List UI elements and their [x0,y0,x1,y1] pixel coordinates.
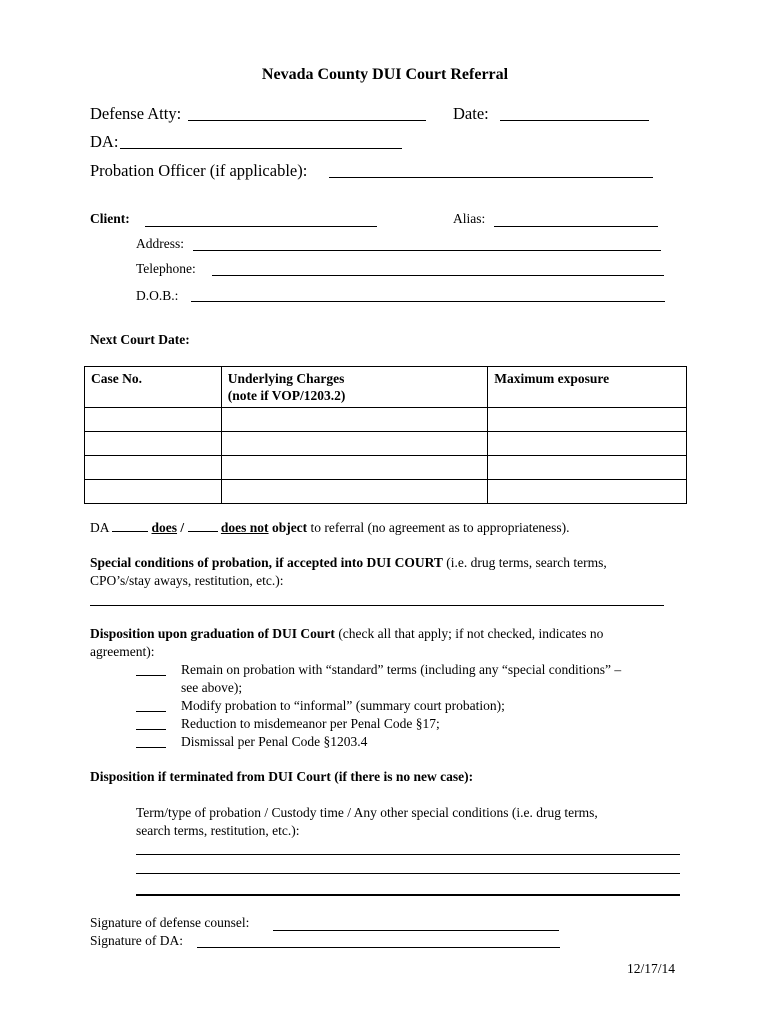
special-conditions-heading: Special conditions of probation, if accepted into DUI COURT (i.e. drug terms, search terms, [90,555,607,570]
col-maximum-exposure: Maximum exposure [488,367,687,408]
table-cell[interactable] [85,480,222,504]
form-title: Nevada County DUI Court Referral [261,66,509,83]
defense-atty-field[interactable] [188,120,426,121]
date-label: Date: [453,104,489,123]
table-cell[interactable] [221,432,488,456]
graduation-heading-line2: agreement): [90,644,155,659]
dob-field[interactable] [191,301,665,302]
charges-table [84,366,687,504]
address-field[interactable] [193,250,661,251]
da-label: DA: [90,132,119,151]
table-cell[interactable] [221,456,488,480]
does-not-text: does not [220,520,269,535]
option-reduction: Reduction to misdemeanor per Penal Code §17; [181,716,440,731]
footer-date: 12/17/14 [627,961,676,976]
table-row [85,408,687,432]
telephone-field[interactable] [212,275,664,276]
option-checkbox-3[interactable] [136,729,166,730]
table-cell[interactable] [85,456,222,480]
date-field[interactable] [500,120,649,121]
table-row [85,432,687,456]
terminated-line2: search terms, restitution, etc.): [136,823,300,838]
terminated-line1: Term/type of probation / Custody time / Any other special conditions (i.e. drug terms, [136,805,598,820]
option-dismissal: Dismissal per Penal Code §1203.4 [181,734,368,749]
alias-field[interactable] [494,226,658,227]
table-cell[interactable] [85,432,222,456]
table-header-row [85,367,687,408]
option-modify-probation: Modify probation to “informal” (summary court probation); [181,698,505,713]
terminated-field-3[interactable] [136,894,680,896]
terminated-heading: Disposition if terminated from DUI Court (if there is no new case): [90,769,474,784]
signature-defense-label: Signature of defense counsel: [90,915,250,930]
table-cell[interactable] [488,408,687,432]
table-cell[interactable] [221,408,488,432]
next-court-date-label: Next Court Date: [90,332,190,347]
col-underlying-charges: Underlying Charges (note if VOP/1203.2) [221,367,488,408]
option-remain-on-probation-cont: see above); [181,680,243,695]
option-checkbox-4[interactable] [136,747,166,748]
table-cell[interactable] [488,432,687,456]
signature-da-label: Signature of DA: [90,933,183,948]
alias-label: Alias: [453,211,486,226]
does-text: does [151,520,178,535]
dob-label: D.O.B.: [136,288,179,303]
telephone-label: Telephone: [136,261,196,276]
address-label: Address: [136,236,184,251]
probation-officer-label: Probation Officer (if applicable): [90,161,308,180]
probation-officer-field[interactable] [329,177,653,178]
table-row [85,456,687,480]
table-cell[interactable] [85,408,222,432]
special-conditions-field[interactable] [90,605,664,606]
table-row [85,480,687,504]
terminated-field-1[interactable] [136,854,680,855]
does-blank[interactable] [112,531,148,532]
signature-defense-field[interactable] [273,930,559,931]
defense-atty-label: Defense Atty: [90,104,182,123]
table-cell[interactable] [488,456,687,480]
option-checkbox-2[interactable] [136,711,166,712]
table-cell[interactable] [221,480,488,504]
client-field[interactable] [145,226,377,227]
da-object-statement: DA does / does not object to referral (no agreement as to appropriateness). [90,520,570,535]
da-field[interactable] [120,148,402,149]
does-not-blank[interactable] [188,531,218,532]
signature-da-field[interactable] [197,947,560,948]
terminated-field-2[interactable] [136,873,680,874]
graduation-heading: Disposition upon graduation of DUI Court (check all that apply; if not checked, indicates no [90,626,604,641]
special-conditions-line2: CPO’s/stay aways, restitution, etc.): [90,573,284,588]
client-label: Client: [90,211,130,226]
option-remain-on-probation: Remain on probation with “standard” terms (including any “special conditions” – [181,662,622,677]
col-case-no: Case No. [85,367,222,408]
table-cell[interactable] [488,480,687,504]
option-checkbox-1[interactable] [136,675,166,676]
